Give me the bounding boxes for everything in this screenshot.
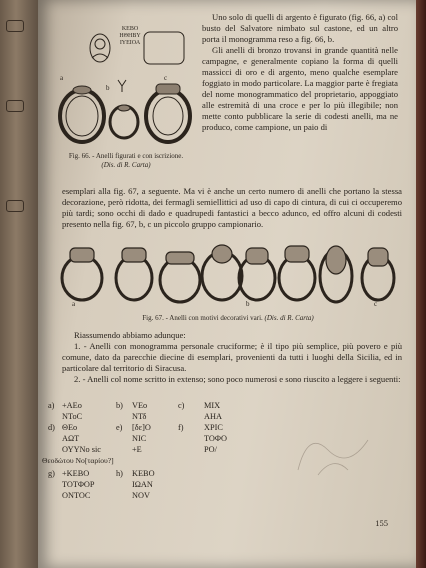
pencil-sketch [288, 420, 378, 480]
paragraph: Gli anelli di bronzo trovansi in grande quantità nelle campagne, e generalmente copiano la forma di quelli massicci di oro e di argento, meno qualche esemplare foggiato in modo particolare. La maggior parte è fregiata del nome monogrammatico del proprietario, appoggiato alle estremità di una croce e per lo più illegibile; non mette conto pubblicare la serie di codesti anelli, ma ne produco, come campione, un paio di [202, 45, 398, 132]
inscription-line: ΜΙΧ [204, 401, 221, 410]
inscription-label: d) [48, 423, 55, 432]
inscription-label: h) [116, 469, 123, 478]
inscription-line: [δε]Ο [132, 423, 151, 432]
inscription-line: ΝΤδ [132, 412, 147, 421]
inscription-line: ΤΟΤΦΟΡ [62, 480, 95, 489]
figure-label: b [106, 84, 110, 92]
inscription-label: a) [48, 401, 55, 410]
seal-line: ΙΥΕΙΟΑ [119, 40, 141, 46]
figure-label: a [60, 74, 64, 82]
inscription-line: +ΚΕΒΟ [62, 469, 90, 478]
inscription-line: +Ε [132, 445, 142, 454]
inscription-label: c) [178, 401, 185, 410]
inscription-f [204, 422, 227, 455]
list-item: 1. - Anelli con monogramma personale cruciforme; è il tipo più semplice, più povero e più comune, dato da parecchie diecine di esemplari, provenienti da tutti i luoghi della Sicilia, ed in particolare dal territorio di Siracusa. [62, 341, 402, 373]
inscription-line: ΘΕο [62, 423, 78, 432]
caption-credit: (Dis. di R. Carta) [264, 314, 314, 322]
figure-label: a [72, 300, 76, 308]
inscription-line: ΝΤοC [62, 412, 83, 421]
seal-line: ΗΘΗΒΥ [119, 33, 141, 39]
figure-label: c [164, 74, 168, 82]
intro-text [202, 12, 398, 133]
inscription-line: ΚΕΒΟ [132, 469, 155, 478]
inscription-line: +ΑΕο [62, 401, 82, 410]
inscription-c [204, 400, 222, 422]
paragraph: esemplari alla fig. 67, a seguente. Ma vi è anche un certo numero di anelli che portano la stessa decorazione, però ridotta, dei fermagli semiellittici ad uso di capo di cintura, di cui ci occuperemo più tardi; sono occhi di dado e quadrupedi fantastici a becco adunco, ed offro alcuni di codesti presento nella fig. 67, b, c un piccolo gruppo campionario. [62, 186, 402, 229]
summary-text [62, 330, 402, 385]
inscription-label: f) [178, 423, 184, 432]
inscription-label: e) [116, 423, 123, 432]
inscription-g [62, 468, 95, 501]
inscription-h [132, 468, 155, 501]
inscription-e [132, 422, 151, 455]
seal-line: ΚΕΒΟ [121, 26, 139, 32]
paragraph: Riassumendo abbiamo adunque: [74, 330, 186, 340]
caption-text: Fig. 67. - Anelli con motivi decorativi vari. [142, 314, 263, 322]
caption-text: Fig. 66. - Anelli figurati e con iscrizione. [68, 152, 184, 160]
margin-mark [6, 200, 24, 212]
margin-mark [6, 20, 24, 32]
inscription-label: g) [48, 469, 55, 478]
inscription-transcription: Θεοδώτου Νο[ταρίου?] [42, 456, 114, 465]
inscription-line: ΝΟV [132, 491, 150, 500]
inscription-line: ΟΝΤΟC [62, 491, 91, 500]
facing-page-edge [0, 0, 40, 568]
inscription-line: ΟΥΥΝο sic [62, 445, 101, 454]
inscription-line: ΧΡΙC [204, 423, 223, 432]
inscription-line: VΕο [132, 401, 148, 410]
inscription-line: ΙΩΑΝ [132, 480, 153, 489]
inscription-line: ΑΩΤ [62, 434, 80, 443]
book-page [38, 0, 416, 568]
inscription-line: ΑΗΑ [204, 412, 222, 421]
seal-inscription [108, 26, 152, 47]
continued-text [62, 186, 402, 230]
margin-mark [6, 100, 24, 112]
inscription-line: ΡΟ/ [204, 445, 217, 454]
list-item: 2. - Anelli col nome scritto in extenso; sono poco numerosi e sono riuscito a leggere i seguenti: [74, 374, 401, 384]
inscription-a [62, 400, 82, 422]
caption-credit: (Dis. di R. Carta) [101, 161, 151, 169]
inscription-label: b) [116, 401, 123, 410]
inscription-d [62, 422, 101, 455]
inscription-line: ΝΙC [132, 434, 147, 443]
inscription-b [132, 400, 147, 422]
inscription-line: ΤΟΦΟ [204, 434, 227, 443]
figure-67-caption [98, 314, 358, 323]
figure-66-caption [56, 152, 196, 170]
figure-label: b [246, 300, 250, 308]
figure-label: c [374, 300, 378, 308]
paragraph: Uno solo di quelli di argento è figurato (fig. 66, a) col busto del Salvatore nimbato sul castone, ed un altro porta il monogramma reso a fig. 66, b. [202, 12, 398, 44]
figure-67-rings [52, 234, 402, 310]
page-number: 155 [375, 518, 388, 528]
